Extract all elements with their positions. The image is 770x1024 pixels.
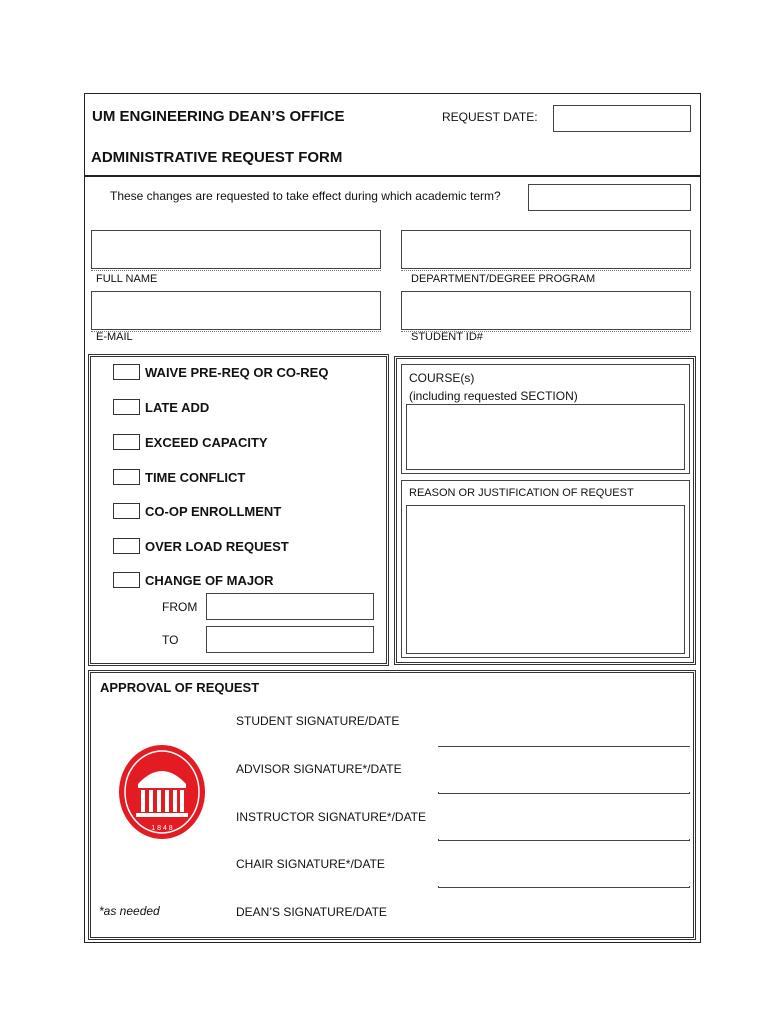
instructor-signature-label: INSTRUCTOR SIGNATURE*/DATE xyxy=(236,810,427,824)
dean-signature-label: DEAN’S SIGNATURE/DATE xyxy=(236,905,387,919)
courses-sublabel: (including requested SECTION) xyxy=(409,389,578,403)
time-conflict-checkbox[interactable] xyxy=(113,469,140,485)
university-seal-icon xyxy=(118,744,206,840)
as-needed-footnote: *as needed xyxy=(99,904,160,918)
reason-label: REASON OR JUSTIFICATION OF REQUEST xyxy=(409,487,634,499)
exceed-capacity-checkbox[interactable] xyxy=(113,434,140,450)
change-of-major-label: CHANGE OF MAJOR xyxy=(145,573,274,588)
late-add-checkbox[interactable] xyxy=(113,399,140,415)
term-question: These changes are requested to take effect during which academic term? xyxy=(110,189,501,203)
department-underline xyxy=(401,270,691,271)
reason-field[interactable] xyxy=(406,505,685,654)
email-label: E-MAIL xyxy=(96,331,133,343)
instructor-signature-field[interactable] xyxy=(438,794,690,839)
student-signature-label: STUDENT SIGNATURE/DATE xyxy=(236,714,400,728)
request-date-field[interactable] xyxy=(553,105,691,132)
academic-term-field[interactable] xyxy=(528,184,691,211)
change-of-major-checkbox[interactable] xyxy=(113,572,140,588)
seal-year: 1 8 4 8 xyxy=(151,825,173,832)
courses-field[interactable] xyxy=(406,404,685,470)
advisor-signature-label: ADVISOR SIGNATURE*/DATE xyxy=(236,762,402,776)
request-date-label: REQUEST DATE: xyxy=(442,110,538,124)
chair-signature-field[interactable] xyxy=(438,841,690,886)
from-major-field[interactable] xyxy=(206,593,374,620)
exceed-capacity-label: EXCEED CAPACITY xyxy=(145,435,268,450)
over-load-checkbox[interactable] xyxy=(113,538,140,554)
waive-prereq-checkbox[interactable] xyxy=(113,364,140,380)
full-name-underline xyxy=(91,270,381,271)
courses-label: COURSE(s) xyxy=(409,371,475,385)
to-label: TO xyxy=(162,633,179,647)
header-divider xyxy=(84,175,701,177)
department-field[interactable] xyxy=(401,230,691,269)
chair-signature-label: CHAIR SIGNATURE*/DATE xyxy=(236,857,385,871)
coop-enrollment-checkbox[interactable] xyxy=(113,503,140,519)
to-major-field[interactable] xyxy=(206,626,374,653)
coop-enrollment-label: CO-OP ENROLLMENT xyxy=(145,504,282,519)
student-id-field[interactable] xyxy=(401,291,691,330)
student-id-label: STUDENT ID# xyxy=(411,331,483,343)
department-label: DEPARTMENT/DEGREE PROGRAM xyxy=(411,273,596,285)
advisor-signature-field[interactable] xyxy=(438,747,690,792)
time-conflict-label: TIME CONFLICT xyxy=(145,470,246,485)
email-underline xyxy=(91,331,381,332)
over-load-label: OVER LOAD REQUEST xyxy=(145,539,289,554)
form-title: ADMINISTRATIVE REQUEST FORM xyxy=(91,149,343,166)
email-field[interactable] xyxy=(91,291,381,330)
waive-prereq-label: WAIVE PRE-REQ OR CO-REQ xyxy=(145,365,329,380)
student-signature-field[interactable] xyxy=(438,702,690,746)
approval-title: APPROVAL OF REQUEST xyxy=(100,680,260,695)
full-name-field[interactable] xyxy=(91,230,381,269)
dean-signature-field[interactable] xyxy=(438,888,690,933)
from-label: FROM xyxy=(162,600,198,614)
full-name-label: FULL NAME xyxy=(96,273,158,285)
office-title: UM ENGINEERING DEAN’S OFFICE xyxy=(92,108,345,125)
late-add-label: LATE ADD xyxy=(145,400,210,415)
